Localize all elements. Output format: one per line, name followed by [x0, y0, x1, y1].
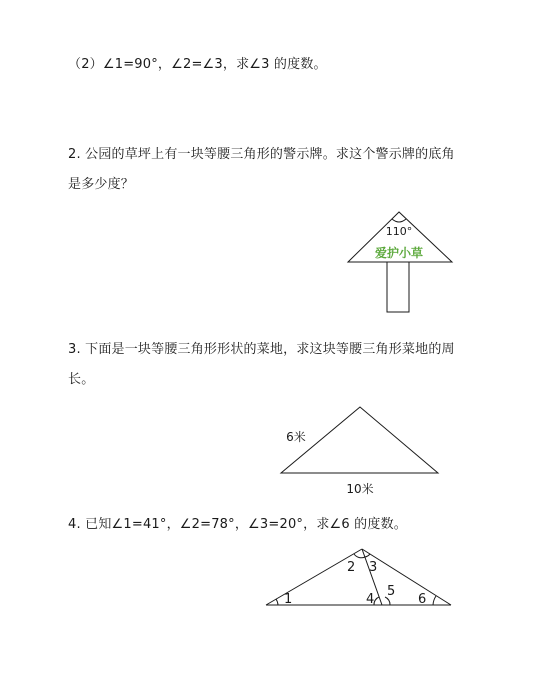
- question-1-part-2: （2）∠1=90°，∠2=∠3，求∠3 的度数。: [68, 57, 327, 72]
- sign-post: [387, 262, 409, 312]
- apex-angle-arc: [392, 219, 406, 222]
- angle-arc-2: [354, 554, 365, 558]
- question-3-line-1: 3. 下面是一块等腰三角形形状的菜地，求这块等腰三角形菜地的周: [68, 342, 455, 357]
- apex-angle-label: 110°: [385, 225, 413, 238]
- question-4-line-1: 4. 已知∠1=41°，∠2=78°，∠3=20°，求∠6 的度数。: [68, 517, 407, 532]
- warning-sign-figure: [348, 212, 452, 312]
- angles-triangle-figure: [266, 549, 451, 607]
- angle-label-5: 5: [387, 584, 396, 599]
- angle-arc-6: [433, 596, 436, 605]
- angle-label-6: 6: [418, 592, 427, 607]
- side-length-label: 6米: [286, 430, 306, 444]
- angle-arc-3: [365, 554, 370, 557]
- angle-label-1: 1: [284, 592, 293, 607]
- sign-text: 爱护小草: [374, 246, 424, 260]
- angle-arc-1: [276, 599, 278, 605]
- question-3-line-2: 长。: [68, 372, 95, 387]
- question-2-line-1: 2. 公园的草坪上有一块等腰三角形的警示牌。求这个警示牌的底角: [68, 147, 455, 162]
- left-side: [266, 549, 362, 605]
- question-2-line-2: 是多少度？: [68, 177, 135, 192]
- angle-label-3: 3: [369, 560, 378, 575]
- right-side: [362, 549, 451, 605]
- base-length-label: 10米: [346, 482, 374, 496]
- angle-arc-4: [374, 597, 379, 605]
- angle-label-4: 4: [366, 592, 375, 607]
- angle-label-2: 2: [347, 560, 356, 575]
- garden-triangle-figure: [281, 407, 438, 496]
